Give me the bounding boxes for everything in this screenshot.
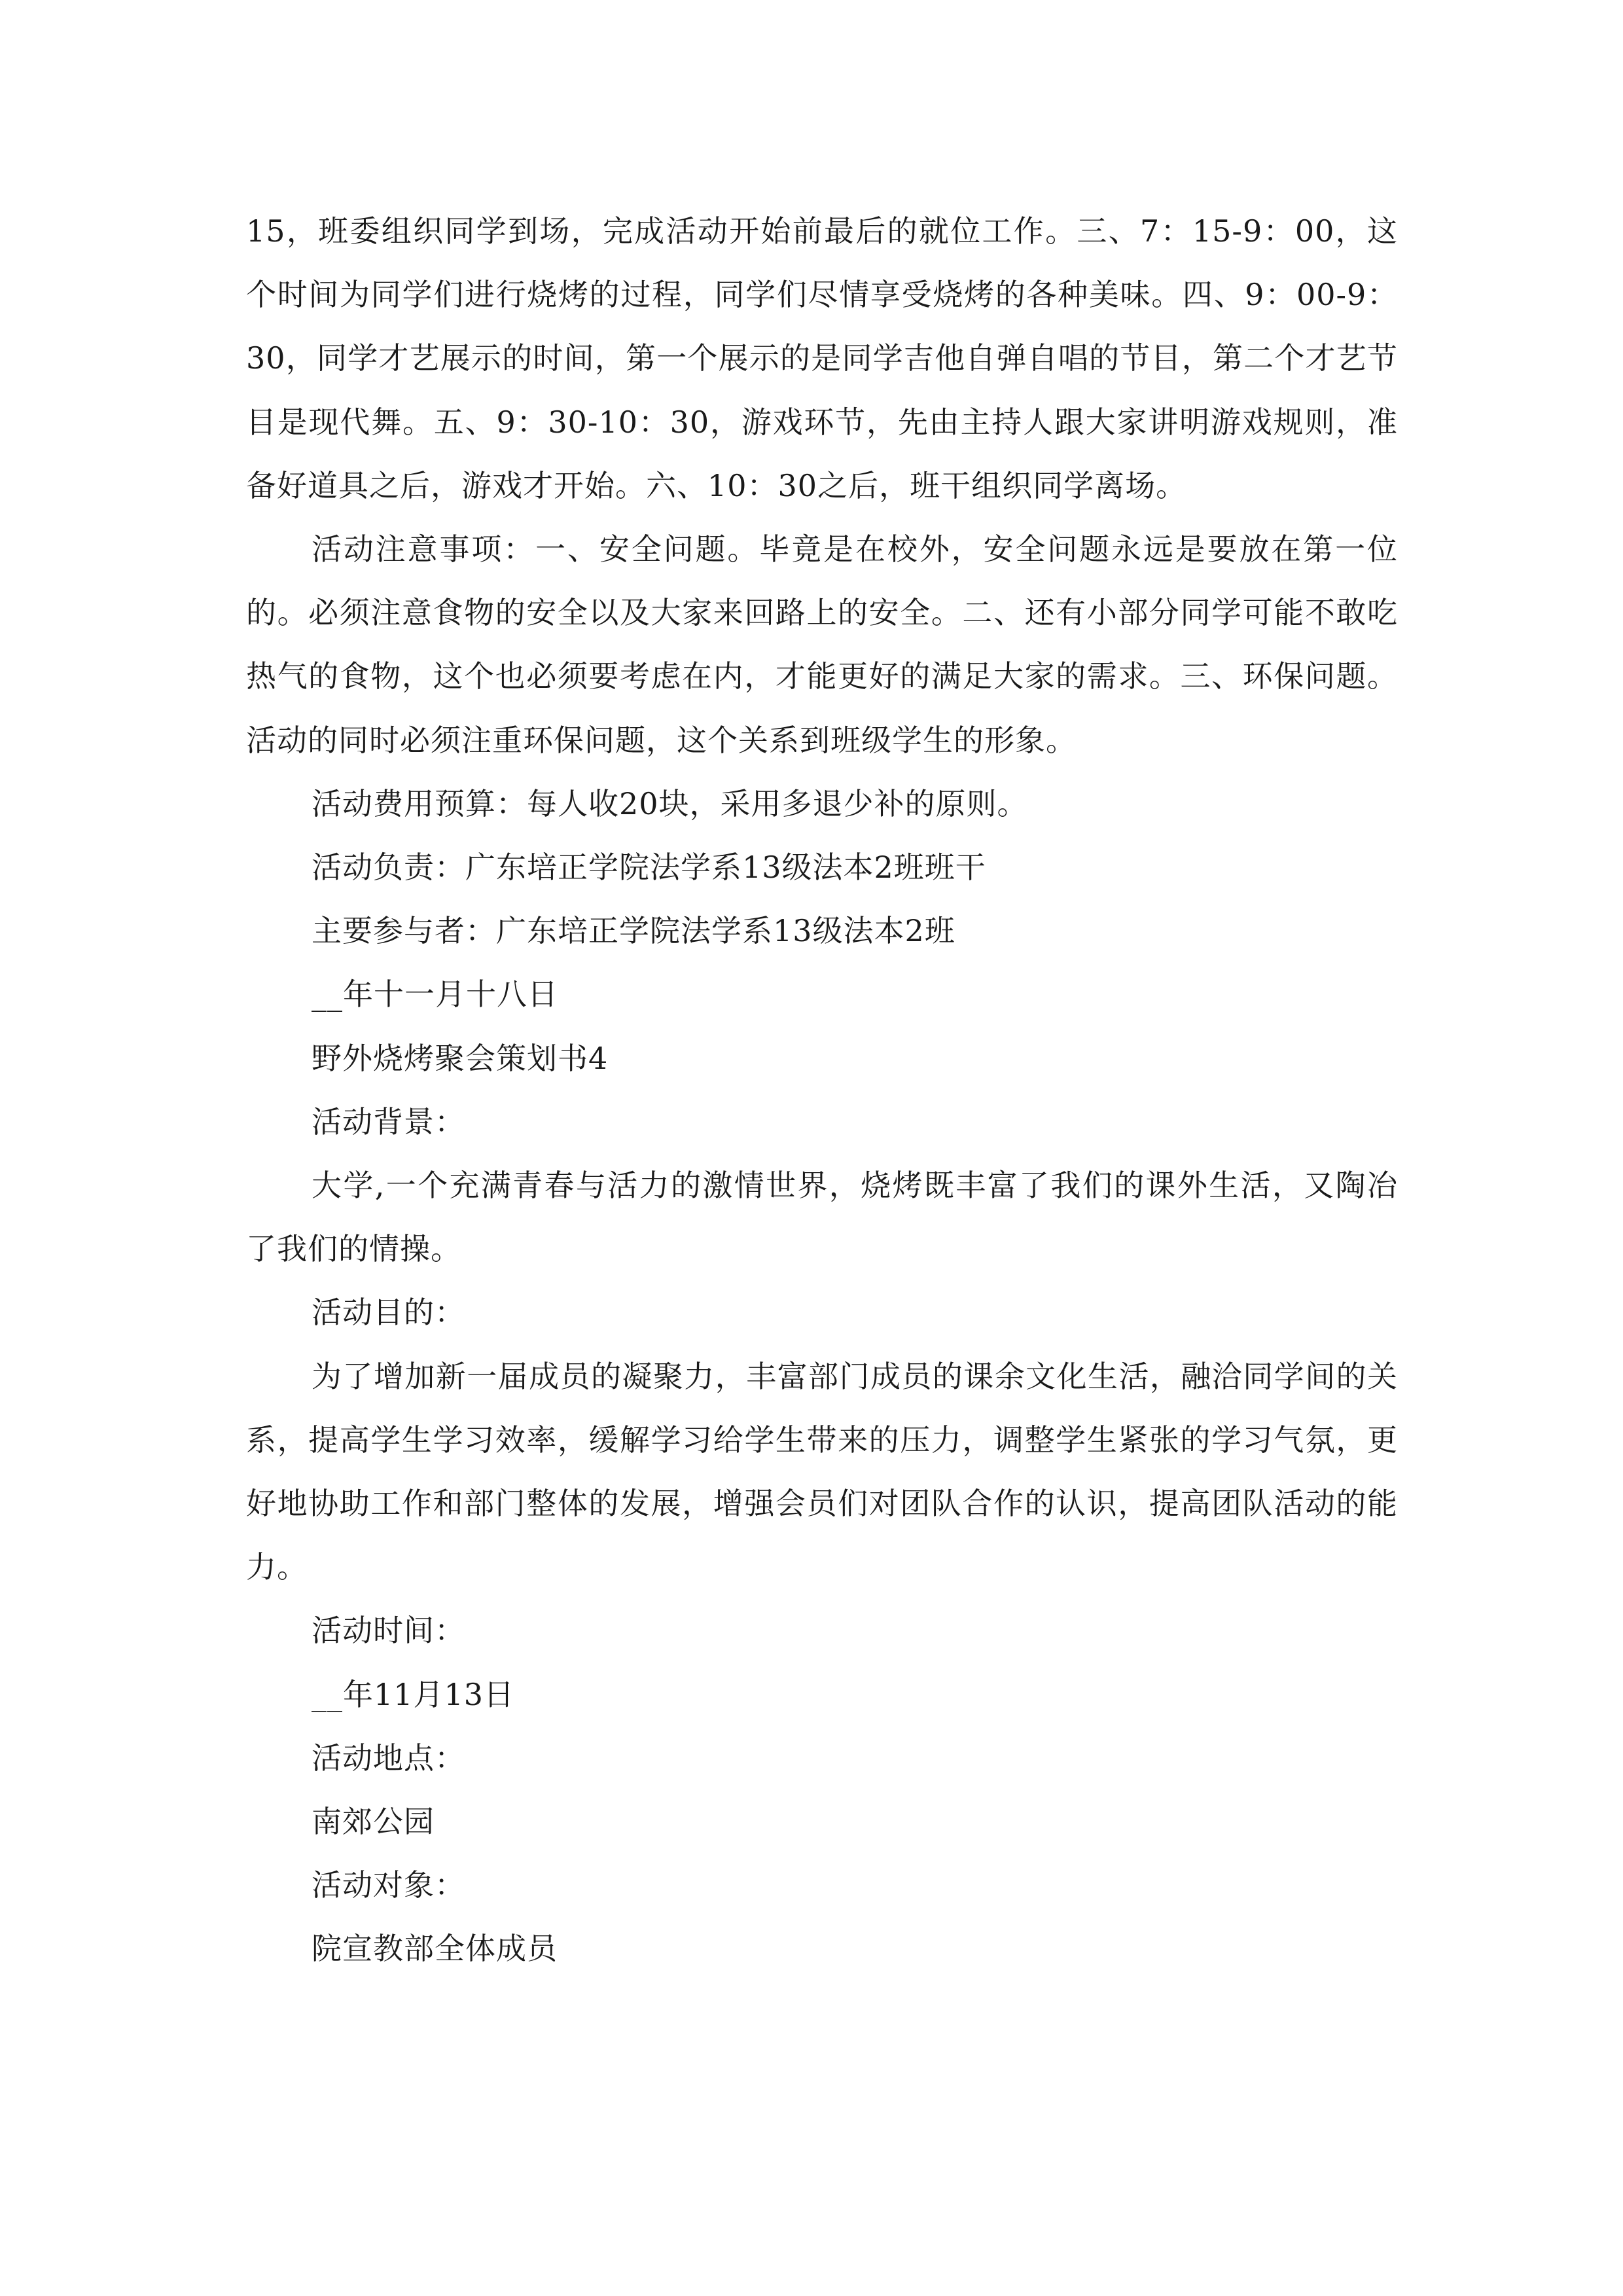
location-value: 南郊公园	[312, 1804, 435, 1840]
purpose-heading: 活动目的：	[312, 1295, 465, 1331]
audience-heading: 活动对象：	[312, 1867, 465, 1903]
budget-line: 活动费用预算：每人收20块，采用多退少补的原则。	[312, 785, 1028, 821]
location-heading: 活动地点：	[312, 1740, 465, 1776]
organizer-line: 活动负责：广东培正学院法学系13级法本2班班干	[312, 850, 986, 886]
participants-line: 主要参与者：广东培正学院法学系13级法本2班	[312, 913, 955, 949]
background-paragraph: 大学,一个充满青春与活力的激情世界，烧烤既丰富了我们的课外生活，又陶冶了我们的情操。	[246, 1168, 1398, 1267]
time-value: __年11月13日	[312, 1676, 515, 1712]
purpose-paragraph: 为了增加新一届成员的凝聚力，丰富部门成员的课余文化生活，融洽同学间的关系，提高学生学习效率，缓解学习给学生带来的压力，调整学生紧张的学习气氛，更好地协助工作和部门整体的发展，增强会员们对团队合作的认识，提高团队活动的能力。	[246, 1358, 1398, 1585]
schedule-paragraph: 15，班委组织同学到场，完成活动开始前最后的就位工作。三、7：15-9：00，这个时间为同学们进行烧烤的过程，同学们尽情享受烧烤的各种美味。四、9：00-9：30，同学才艺展示的时间，第一个展示的是同学吉他自弹自唱的节目，第二个才艺节目是现代舞。五、9：30-10：30，游戏环节，先由主持人跟大家讲明游戏规则，准备好道具之后，游戏才开始。六、10：30之后，班干组织同学离场。	[246, 213, 1398, 503]
background-heading: 活动背景：	[312, 1103, 465, 1139]
time-heading: 活动时间：	[312, 1613, 465, 1649]
date-line: __年十一月十八日	[312, 977, 558, 1013]
precautions-paragraph: 活动注意事项：一、安全问题。毕竟是在校外，安全问题永远是要放在第一位的。必须注意食物的安全以及大家来回路上的安全。二、还有小部分同学可能不敢吃热气的食物，这个也必须要考虑在内，才能更好的满足大家的需求。三、环保问题。活动的同时必须注重环保问题，这个关系到班级学生的形象。	[246, 531, 1398, 758]
document-body	[246, 200, 1398, 1981]
section-title: 野外烧烤聚会策划书4	[312, 1040, 609, 1076]
audience-value: 院宣教部全体成员	[312, 1931, 558, 1967]
